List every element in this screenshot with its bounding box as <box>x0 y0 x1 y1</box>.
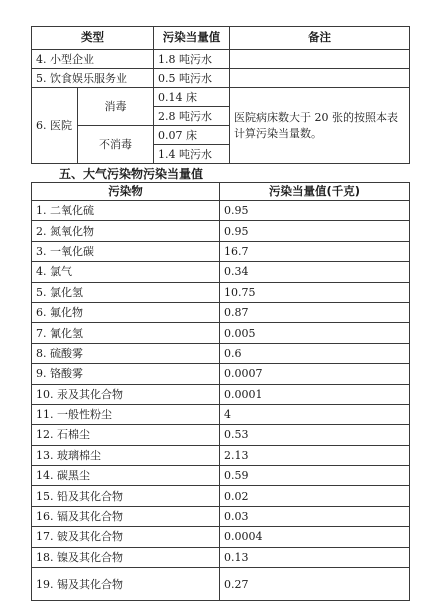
row-value: 0.5 吨污水 <box>154 69 230 88</box>
table-row <box>32 445 410 465</box>
pollutant-value: 0.59 <box>220 466 410 486</box>
table-row <box>32 323 410 343</box>
row-label: 4. 小型企业 <box>32 50 154 69</box>
table-row <box>32 506 410 526</box>
pollutant-name: 8. 硫酸雾 <box>32 343 220 363</box>
pollutant-value: 0.03 <box>220 506 410 526</box>
row-note <box>230 69 410 88</box>
pollutant-name: 14. 碳黑尘 <box>32 466 220 486</box>
header-pollutant: 污染物 <box>32 183 220 201</box>
row-value: 2.8 吨污水 <box>154 107 230 126</box>
table-row <box>32 201 410 221</box>
table-row <box>32 241 410 261</box>
table-row <box>32 384 410 404</box>
table-row <box>32 282 410 302</box>
row-value: 1.4 吨污水 <box>154 145 230 164</box>
pollutant-name: 10. 汞及其化合物 <box>32 384 220 404</box>
row-note <box>230 50 410 69</box>
table-row <box>32 466 410 486</box>
no-disinfect-label: 不消毒 <box>78 126 154 164</box>
pollutant-name: 3. 一氧化碳 <box>32 241 220 261</box>
pollutant-value: 0.87 <box>220 302 410 322</box>
pollutant-value: 0.0007 <box>220 364 410 384</box>
table-row <box>32 69 410 88</box>
table-row <box>32 486 410 506</box>
pollutant-name: 15. 铅及其化合物 <box>32 486 220 506</box>
pollutant-value: 0.02 <box>220 486 410 506</box>
table-row <box>32 364 410 384</box>
table-row <box>32 302 410 322</box>
row-value: 0.07 床 <box>154 126 230 145</box>
table-row <box>32 425 410 445</box>
pollutant-name: 18. 镍及其化合物 <box>32 547 220 567</box>
pollutant-value: 0.0001 <box>220 384 410 404</box>
header-value: 污染当量值(千克) <box>220 183 410 201</box>
pollutant-value: 0.13 <box>220 547 410 567</box>
table-row <box>32 404 410 424</box>
table-row <box>32 527 410 547</box>
pollutant-value: 4 <box>220 404 410 424</box>
pollutant-value: 0.34 <box>220 262 410 282</box>
pollutant-name: 2. 氮氧化物 <box>32 221 220 241</box>
table-header-row <box>32 183 410 201</box>
table-row <box>32 547 410 567</box>
row-value: 0.14 床 <box>154 88 230 107</box>
table-row <box>32 343 410 363</box>
pollutant-name: 19. 锡及其化合物 <box>32 568 220 601</box>
pollutant-value: 0.005 <box>220 323 410 343</box>
pollutant-name: 17. 铍及其化合物 <box>32 527 220 547</box>
row-value: 1.8 吨污水 <box>154 50 230 69</box>
section-title: 五、大气污染物污染当量值 <box>59 167 204 181</box>
pollutant-value: 0.95 <box>220 201 410 221</box>
header-type: 类型 <box>32 27 154 50</box>
pollutant-name: 7. 氰化氢 <box>32 323 220 343</box>
pollutant-name: 13. 玻璃棉尘 <box>32 445 220 465</box>
row-label: 5. 饮食娱乐服务业 <box>32 69 154 88</box>
pollutant-name: 16. 镉及其化合物 <box>32 506 220 526</box>
pollutant-name: 11. 一般性粉尘 <box>32 404 220 424</box>
pollutant-name: 6. 氟化物 <box>32 302 220 322</box>
pollutant-value: 16.7 <box>220 241 410 261</box>
pollutant-value: 0.53 <box>220 425 410 445</box>
header-note: 备注 <box>230 27 410 50</box>
table-row <box>32 262 410 282</box>
pollutant-value: 0.95 <box>220 221 410 241</box>
table-row <box>32 221 410 241</box>
pollutant-value: 10.75 <box>220 282 410 302</box>
pollutant-name: 9. 铬酸雾 <box>32 364 220 384</box>
air-pollutant-table <box>31 182 410 601</box>
table-header-row <box>32 27 410 50</box>
header-value: 污染当量值 <box>154 27 230 50</box>
water-pollutant-table <box>31 26 410 164</box>
pollutant-value: 2.13 <box>220 445 410 465</box>
pollutant-value: 0.0004 <box>220 527 410 547</box>
pollutant-value: 0.6 <box>220 343 410 363</box>
table-row <box>32 568 410 601</box>
hospital-note: 医院病床数大于 20 张的按照本表计算污染当量数。 <box>230 88 410 164</box>
pollutant-name: 1. 二氧化硫 <box>32 201 220 221</box>
pollutant-name: 5. 氯化氢 <box>32 282 220 302</box>
pollutant-name: 4. 氯气 <box>32 262 220 282</box>
pollutant-name: 12. 石棉尘 <box>32 425 220 445</box>
table-row <box>32 88 410 107</box>
hospital-label: 6. 医院 <box>32 88 78 164</box>
table-row <box>32 50 410 69</box>
pollutant-value: 0.27 <box>220 568 410 601</box>
disinfect-label: 消毒 <box>78 88 154 126</box>
